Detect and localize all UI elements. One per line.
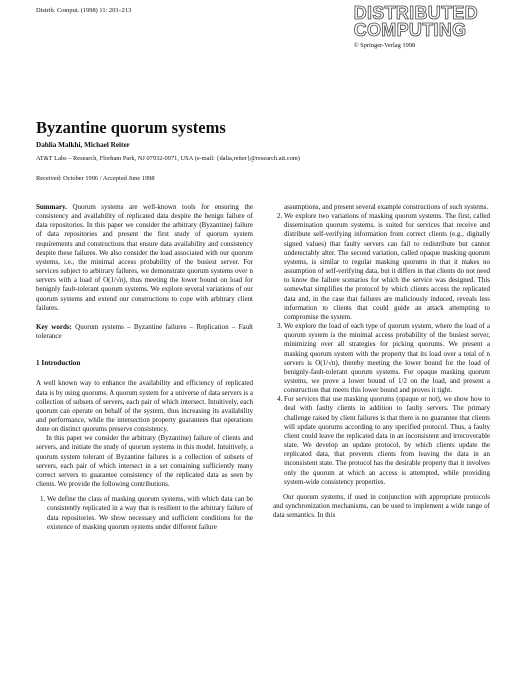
list-item: 4. For services that use masking quorums (opaque or not), we show how to deal with faulty clients in addition to faulty servers. The primary challenge raised by client failures is that there is no guarantee that clients will update quorums according to any specified protocol. Thus, a faulty client could leave the replicated data in an inconsistent and irrecoverable state. We develop an update protocol, by which clients update the replicated data, that prevents clients from leaving the data in an inconsistent state. The protocol has the desirable property that it involves only the quorum at which an access is attempted, while providing system-wide consistency properties. xyxy=(284,395,490,487)
paper-authors: Dahlia Malkhi, Michael Reiter xyxy=(36,141,130,149)
received-dates: Received: October 1996 / Accepted June 1998 xyxy=(36,175,155,182)
logo-line-computing: COMPUTING xyxy=(353,20,467,40)
author-affiliation: AT&T Labs – Research, Florham Park, NJ 07932-0971, USA (e-mail: {dalia,reiter}@research.att.com) xyxy=(36,155,300,162)
journal-logo xyxy=(354,5,478,49)
right-column xyxy=(273,203,490,520)
logo-line-distributed: DISTRIBUTED xyxy=(353,3,478,23)
paper-title: Byzantine quorum systems xyxy=(36,118,226,137)
section-heading-introduction: 1 Introduction xyxy=(36,359,81,368)
keywords-text: Quorum systems – Byzantine failures – Replication – Fault tolerance xyxy=(36,322,254,341)
closing-paragraph: Our quorum systems, if used in conjunction with appropriate protocols and synchronization mechanisms, can be used to implement a wide range of data semantics. In this xyxy=(273,492,490,520)
intro-paragraph-2: In this paper we consider the arbitrary (Byzantine) failure of clients and servers, and initiate the study of quorum systems in this model. Intuitively, a quorum system tolerant of Byzantine failures is a collection of subsets of servers, each pair of which intersect in a set containing sufficiently many correct servers to guarantee consistency of the replicated data as seen by clients. We provide the following contributions. xyxy=(36,434,253,489)
keywords-label: Key words: xyxy=(36,322,72,331)
summary-label: Summary. xyxy=(36,203,67,211)
keywords-paragraph xyxy=(36,323,253,341)
list-item: 1. We define the class of masking quorum systems, with which data can be consistently replicated in a way that is resilient to the arbitrary failure of data repositories. We show necessary and sufficient conditions for the existence of masking quorum systems under different failure xyxy=(47,495,253,532)
contributions-list xyxy=(36,495,253,532)
contributions-list-continued xyxy=(273,212,490,487)
left-column xyxy=(36,203,253,532)
list-item-continuation: assumptions, and present several example constructions of such systems. xyxy=(284,203,489,211)
summary-paragraph xyxy=(36,203,253,313)
intro-paragraph-1: A well known way to enhance the availability and efficiency of replicated data is by using quorums. A quorum system for a universe of data servers is a collection of subsets of servers, each pair of which intersect. Intuitively, each quorum can operate on behalf of the system, thus increasing its availability and performance, while the intersection property guarantees that operations done on distinct quorums preserve consistency. xyxy=(36,379,253,434)
list-item: 3. We explore the load of each type of quorum system, where the load of a quorum system is the minimal access probability of the busiest server, minimizing over all strategies for picking quorums. We present a masking quorum system with the property that its load over a total of n servers is O(1/√n), thereby meeting the lower bound for the load of benignly-fault-tolerant quorum systems. For opaque masking quorum systems, we prove a lower bound of 1/2 on the load, and present a construction that meets this lower bound and proves it tight. xyxy=(284,322,490,395)
copyright-notice: © Springer-Verlag 1998 xyxy=(353,42,416,49)
list-item: 2. We explore two variations of masking quorum systems. The first, called dissemination quorum systems, is suited for services that receive and distribute self-verifying information from correct clients (e.g., digitally signed values) that faulty servers can fail to redistribute but cannot undetectably alter. The second variation, called opaque masking quorum systems, is similar to regular masking quorums in that it makes no assumption of self-verifying data, but it differs in that clients do not need to know the failure scenarios for which the service was designed. This somewhat simplifies the protocol by which clients access the replicated data and, in the case that failures are maliciously induced, reveals less information to clients that could guide an attack attempting to compromise the system. xyxy=(284,212,490,322)
summary-text: Quorum systems are well-known tools for ensuring the consistency and availability of replicated data despite the benign failure of data repositories. In this paper we consider the arbitrary (Byzantine) failure of data repositories and present the first study of quorum system requirements and constructions that ensure data availability and consistency despite these failures. We also consider the load associated with our quorum systems, i.e., the minimal access probability of the busiest server. For services subject to arbitrary failures, we demonstrate quorum systems over n servers with a load of O(1/√n), thus meeting the lower bound on load for benignly fault-tolerant quorum systems. We explore several variations of our quorum systems and extend our constructions to cope with arbitrary client failures. xyxy=(36,203,253,312)
journal-citation: Distrib. Comput. (1998) 11: 203–213 xyxy=(36,7,132,14)
